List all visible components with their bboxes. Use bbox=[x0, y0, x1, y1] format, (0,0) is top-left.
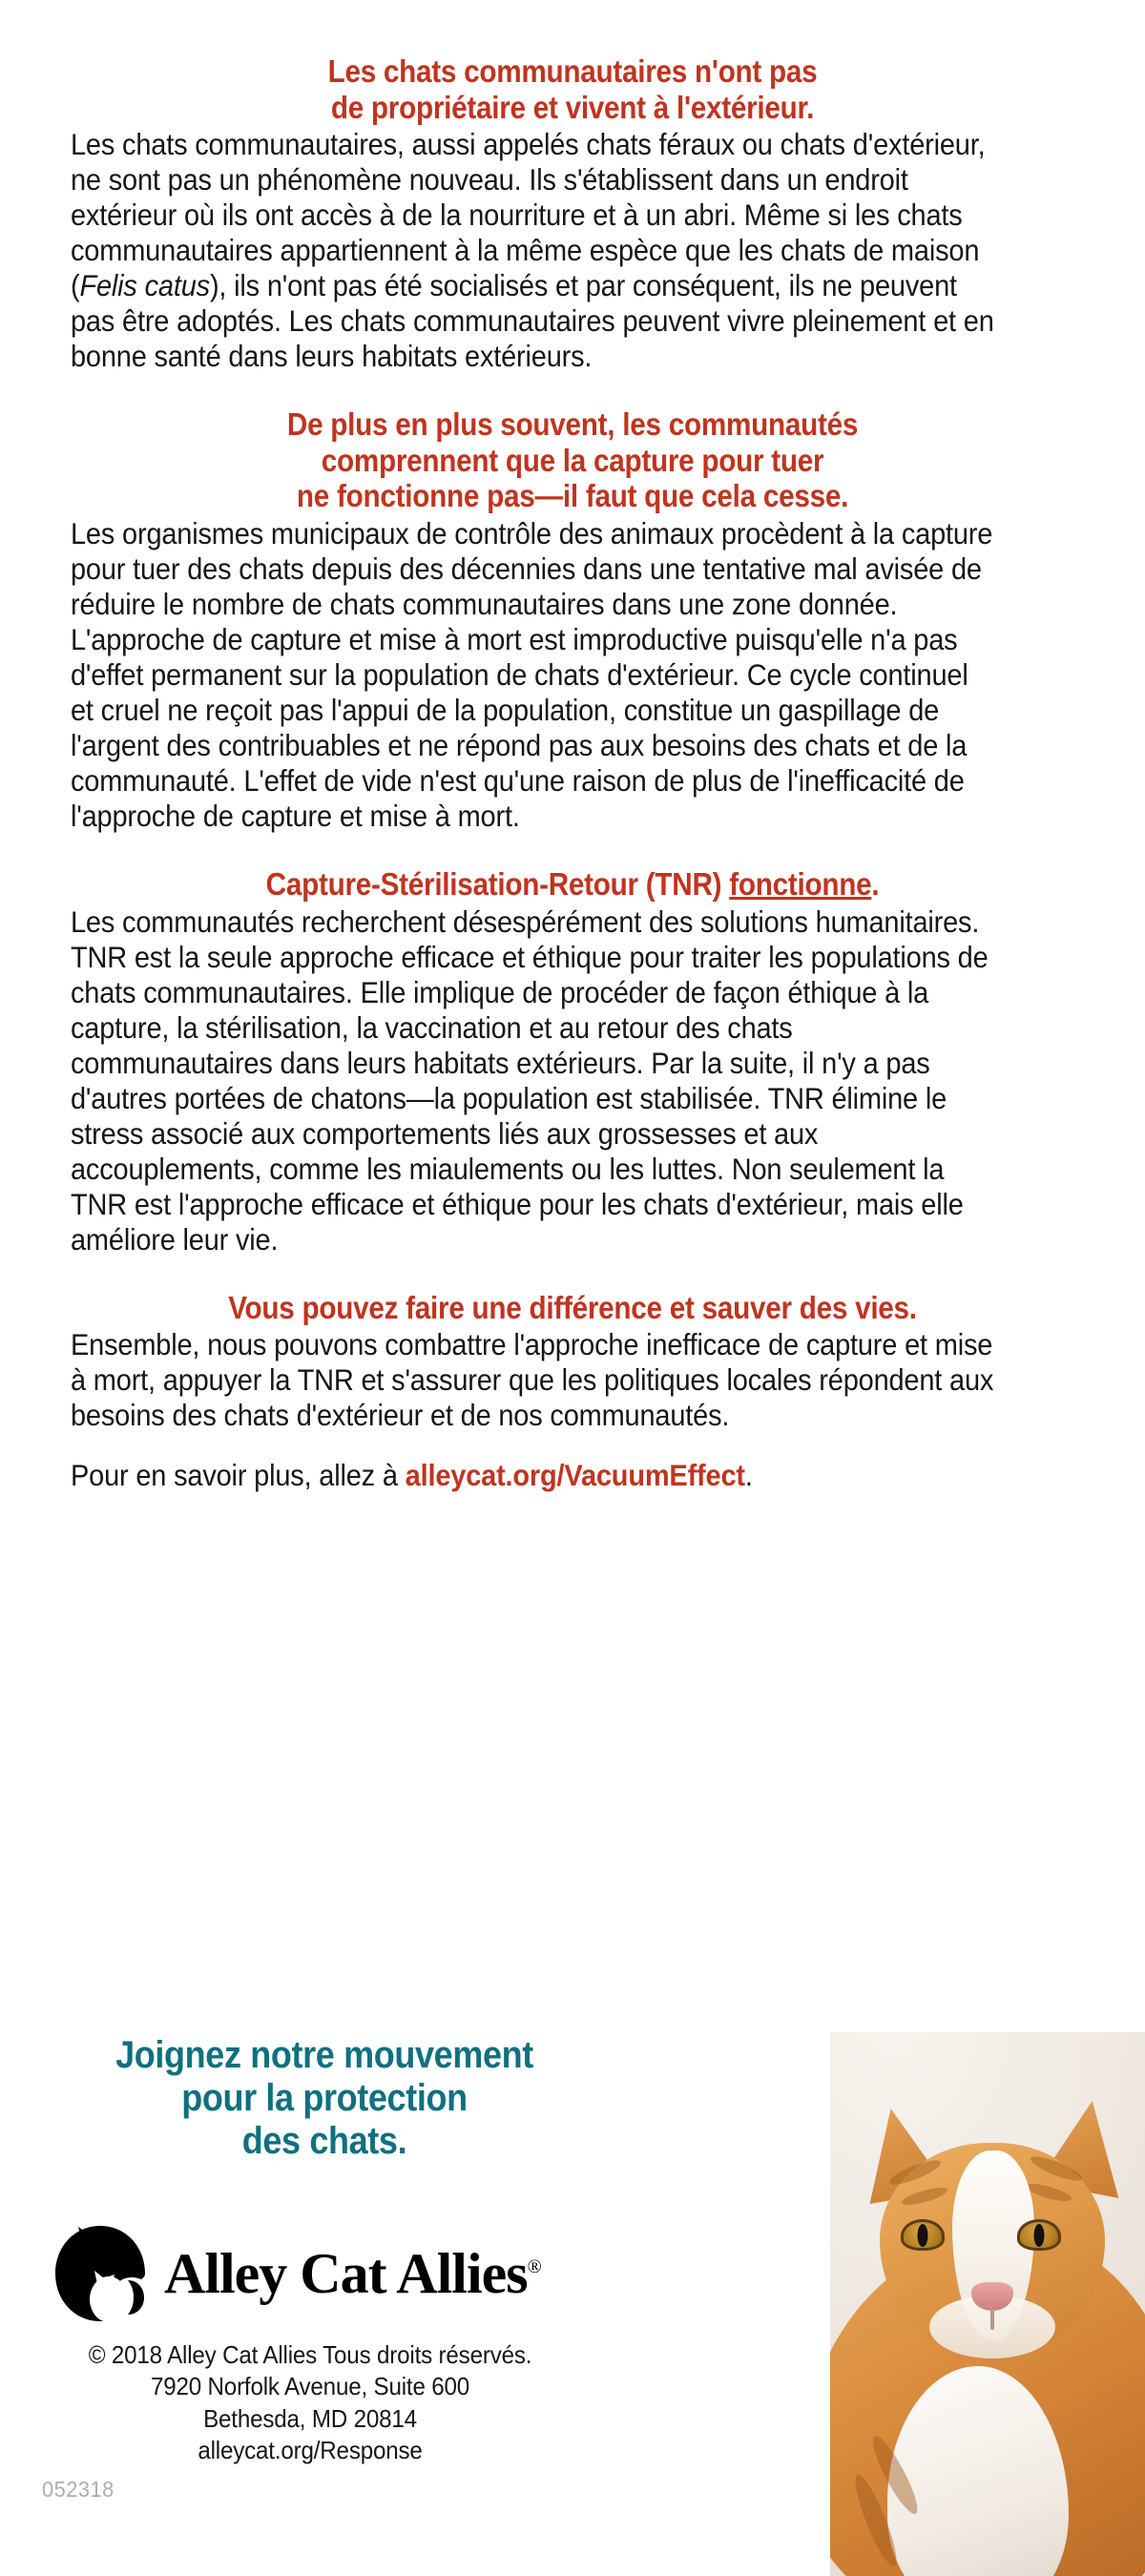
species-name: Felis catus bbox=[79, 268, 210, 303]
footer bbox=[29, 2339, 592, 2466]
section-trap-and-kill bbox=[71, 406, 1074, 834]
spacer bbox=[71, 1257, 1074, 1290]
learn-more-link[interactable]: alleycat.org/VacuumEffect bbox=[405, 1458, 745, 1493]
brand-logo bbox=[50, 2223, 584, 2324]
section-body bbox=[71, 127, 994, 374]
footer-address-city: Bethesda, MD 20814 bbox=[203, 2403, 417, 2433]
cat-silhouette-icon bbox=[50, 2223, 151, 2324]
cat-mouth bbox=[990, 2309, 994, 2330]
cta-line: des chats. bbox=[241, 2119, 407, 2162]
spacer bbox=[71, 374, 1074, 406]
article-content bbox=[71, 53, 1074, 1493]
section-community-cats bbox=[71, 53, 1074, 374]
logo-wordmark-text: Alley Cat Allies bbox=[164, 2242, 528, 2305]
cat-pupil bbox=[918, 2224, 928, 2247]
heading-line: Les chats communautaires n'ont pas bbox=[327, 53, 818, 89]
section-body: Ensemble, nous pouvons combattre l'approche inefficace de capture et mise à mort, appuyer la TNR et s'assurer que les politiques locales répondent aux besoins des chats d'extérieur et de nos communautés. bbox=[71, 1327, 994, 1433]
section-body: Les organismes municipaux de contrôle des animaux procèdent à la capture pour tuer des chats depuis des décennies dans une tentative mal avisée de réduire le nombre de chats communautaires dans une zone donnée. L'approche de capture et mise à mort est improductive puisqu'elle n'a pas d'effet permanent sur la population de chats d'extérieur. Ce cycle continuel et cruel ne reçoit pas l'appui de la population, constitue un gaspillage de l'argent des contribuables et ne répond pas aux besoins des chats et de la communauté. L'effet de vide n'est qu'une raison de plus de l'inefficacité de l'approche de capture et mise à mort. bbox=[71, 516, 993, 834]
section-tnr-works bbox=[71, 866, 1074, 1257]
section-heading bbox=[121, 866, 1025, 903]
cta-line: Joignez notre mouvement bbox=[115, 2034, 533, 2076]
section-heading: Vous pouvez faire une différence et sauver des vies. bbox=[228, 1289, 917, 1325]
body-text-pre: Les chats communautaires, aussi appelés chats féraux ou chats d'extérieur, ne sont pas un phénomène nouveau. Ils s'établissent dans un endroit extérieur où ils ont accès à de la nourriture et à un abri. Même si les chats communautaires appartiennent à la même espèce que les chats de maison ( bbox=[71, 127, 986, 303]
job-code: 052318 bbox=[42, 2477, 114, 2502]
body-text-post: ), ils n'ont pas été socialisés et par conséquent, ils ne peuvent pas être adoptés. Les chats communautaires peuvent vivre pleinement et en bonne santé dans leurs habitats extérieurs. bbox=[71, 268, 994, 374]
spacer bbox=[71, 834, 1074, 866]
learn-more-suffix: . bbox=[744, 1458, 753, 1493]
spacer bbox=[71, 1433, 1074, 1458]
footer-website[interactable]: alleycat.org/Response bbox=[198, 2435, 423, 2464]
call-to-action bbox=[29, 2034, 620, 2162]
heading-line: de propriétaire et vivent à l'extérieur. bbox=[330, 89, 815, 125]
cat-pupil bbox=[1034, 2224, 1045, 2247]
section-heading bbox=[121, 53, 1025, 125]
cat-eye-left bbox=[901, 2219, 945, 2251]
section-make-a-difference bbox=[71, 1290, 1074, 1434]
heading-suffix: . bbox=[871, 866, 880, 903]
cta-line: pour la protection bbox=[181, 2076, 468, 2119]
heading-prefix: Capture-Stérilisation-Retour (TNR) bbox=[265, 866, 730, 903]
learn-more-prefix: Pour en savoir plus, allez à bbox=[71, 1458, 406, 1493]
cat-eye-right bbox=[1017, 2219, 1061, 2251]
section-body: Les communautés recherchent désespérément des solutions humanitaires. TNR est la seule approche efficace et éthique pour traiter les populations de chats communautaires. Elle implique de procéder de façon éthique à la capture, la stérilisation, la vaccination et au retour des chats communautaires dans leurs habitats extérieurs. Par la suite, il n'y a pas d'autres portées de chatons—la population est stabilisée. TNR élimine le stress associé aux comportements liés aux grossesses et aux accouplements, comme les miaulements ou les luttes. Non seulement la TNR est l'approche efficace et éthique pour les chats d'extérieur, mais elle améliore leur vie. bbox=[71, 904, 989, 1257]
heading-line: comprennent que la capture pour tuer bbox=[321, 442, 824, 478]
section-heading bbox=[121, 406, 1025, 514]
heading-underlined-word: fonctionne bbox=[729, 866, 872, 903]
learn-more-line bbox=[71, 1458, 994, 1493]
registered-trademark-icon: ® bbox=[527, 2256, 541, 2277]
cat-photo bbox=[830, 2032, 1145, 2576]
footer-copyright: © 2018 Alley Cat Allies Tous droits réservés. bbox=[88, 2340, 532, 2369]
heading-line: ne fonctionne pas—il faut que cela cesse. bbox=[296, 478, 849, 514]
footer-address-street: 7920 Norfolk Avenue, Suite 600 bbox=[150, 2372, 470, 2401]
logo-wordmark bbox=[164, 2242, 541, 2305]
heading-line: De plus en plus souvent, les communautés bbox=[286, 406, 859, 443]
